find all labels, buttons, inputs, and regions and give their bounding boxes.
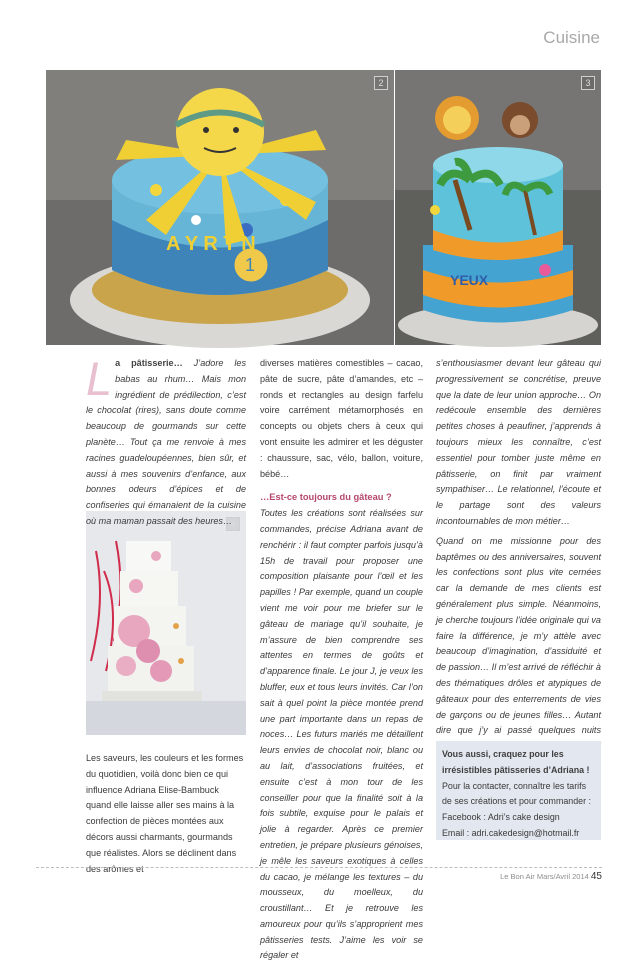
contact-email: Email : adri.cakedesign@hotmail.fr — [442, 827, 580, 838]
page-number: 45 — [590, 871, 602, 882]
photo-number: 4 — [226, 517, 240, 531]
cake-photo-jungle — [395, 70, 601, 345]
section-title: Cuisine — [543, 28, 600, 47]
dropcap: L — [86, 352, 113, 405]
column-1-text: J’adore les babas au rhum… Mais mon ingrédient de prédilection, c’est le chocolat (rires), sans doute comme beaucoup de gourmands sur cette planète… Tout ça me renvoie à mes racines guadeloupéennes, bien sûr, et aussi à mes souvenirs d’enfance, aux bonnes odeurs d’épices et de confiseries qui émanaient de la cuisine où ma maman passait des heures… — [86, 358, 247, 526]
photo-number: 2 — [374, 76, 388, 90]
column-1-bottom-text: Les saveurs, les couleurs et les formes du quotidien, voilà donc bien ce qui influence Adriana Elise-Bambuck quand elle laisse aller ses mains à la confection de pièces montées aux décors aussi charmants, gourmands que réalistes. Alors se déclinent dans des arômes et — [86, 753, 244, 874]
lead-text: a pâtisserie… — [115, 358, 183, 368]
footer-rule — [36, 867, 602, 868]
cake-photo-wedding — [86, 511, 246, 735]
article-column-3 — [436, 356, 601, 787]
column-2-paragraph-1: diverses matières comestibles – cacao, pâte de sucre, pâte d’amandes, etc – ronds et rectangles au design farfelu voire carrément métamorphosés en concepts ou objets chers à ceux qui vont ensuite les admirer et les déguster : chaussure, sac, vélo, ballon, voiture, bébé… — [260, 358, 423, 479]
column-2-paragraph-2: Toutes les créations sont réalisées sur commandes, précise Adriana avant de renchérir : il faut compter parfois jusqu’à 15h de travail pour proposer une composition plaisante pour l’œil et les papilles ! Par exemple, quand un couple vient me voir pour me briefer sur le gâteau de mariage qu’il souhaite, je m’assure de bien comprendre ses attentes en termes de goûts et d’apparence finale. Le jour J, je veux les bluffer, eux et tous leurs invités. Car l’on sait à quel point la pièce montée prend une part importante dans un repas de noces… Les futurs mariés me détaillent leurs envies de chocolat noir, blanc ou au lait, d’associations fruitées, et ensuite c’est à mon tour de les conseiller pour que la finalité soit à la fois subtile, exquise pour le palais et jolie à regarder. Après ce premier entretien, je prépare plusieurs génoises, je mêle les saveurs exotiques à celles du cacao, je mélange les textures – du mousseux, du moelleux, du croustillant… Et je retrouve les amoureux pour qu’ils s’approprient mes pâtisseries tests. J’aime les voir se régaler et — [260, 508, 423, 961]
article-column-2 — [260, 356, 423, 964]
column-3-paragraph-2: Quand on me missionne pour des baptêmes ou des anniversaires, souvent les confections sont plus vite cernées car la demande de mes clients est généralement plus simple. Néanmoins, je cherche toujours l’idée originale qui va faire la différence, je m’y attèle avec beaucoup d’imagination, d’assiduité et de passion… Il m’est arrivé de réfléchir à des thématiques drôles et atypiques de gâteaux pour des enterrements de vies de garçons ou de jeunes filles… Autant dire que j’y ai passé quelques nuits — [436, 535, 601, 736]
article-column-1 — [86, 352, 247, 530]
photo-number: 3 — [581, 76, 595, 90]
contact-facebook: Facebook : Adri’s cake design — [442, 812, 560, 823]
contact-box — [436, 741, 601, 840]
svg-text:YEUX: YEUX — [450, 272, 489, 288]
contact-box-title: Vous aussi, craquez pour les irrésistibles pâtisseries d’Adriana ! — [442, 749, 590, 775]
footer-magazine: Le Bon Air Mars/Avril 2014 — [500, 872, 589, 881]
article-column-1-bottom — [86, 751, 246, 877]
cake-photo-sun — [46, 70, 394, 345]
footer — [500, 871, 602, 882]
column-3-paragraph-1: s’enthousiasmer devant leur gâteau qui progressivement se concrétise, preuve que la date de leur union approche… On redécoule ensemble des dernières petites choses à peaufiner, j’apprends à toujours mieux les connaître, c’est essentiel pour tomber juste même en pâtisserie, on finit par vraiment sympathiser… Le relationnel, l’écoute et le partage sont des valeurs incontournables de mon métier… — [436, 358, 601, 526]
svg-text:A Y R T N: A Y R T N — [166, 233, 256, 255]
subheading: …Est-ce toujours du gâteau ? — [260, 492, 392, 503]
contact-box-intro: Pour la contacter, connaître les tarifs de ses créations et pour commander : — [442, 780, 591, 807]
svg-text:1: 1 — [245, 255, 256, 275]
